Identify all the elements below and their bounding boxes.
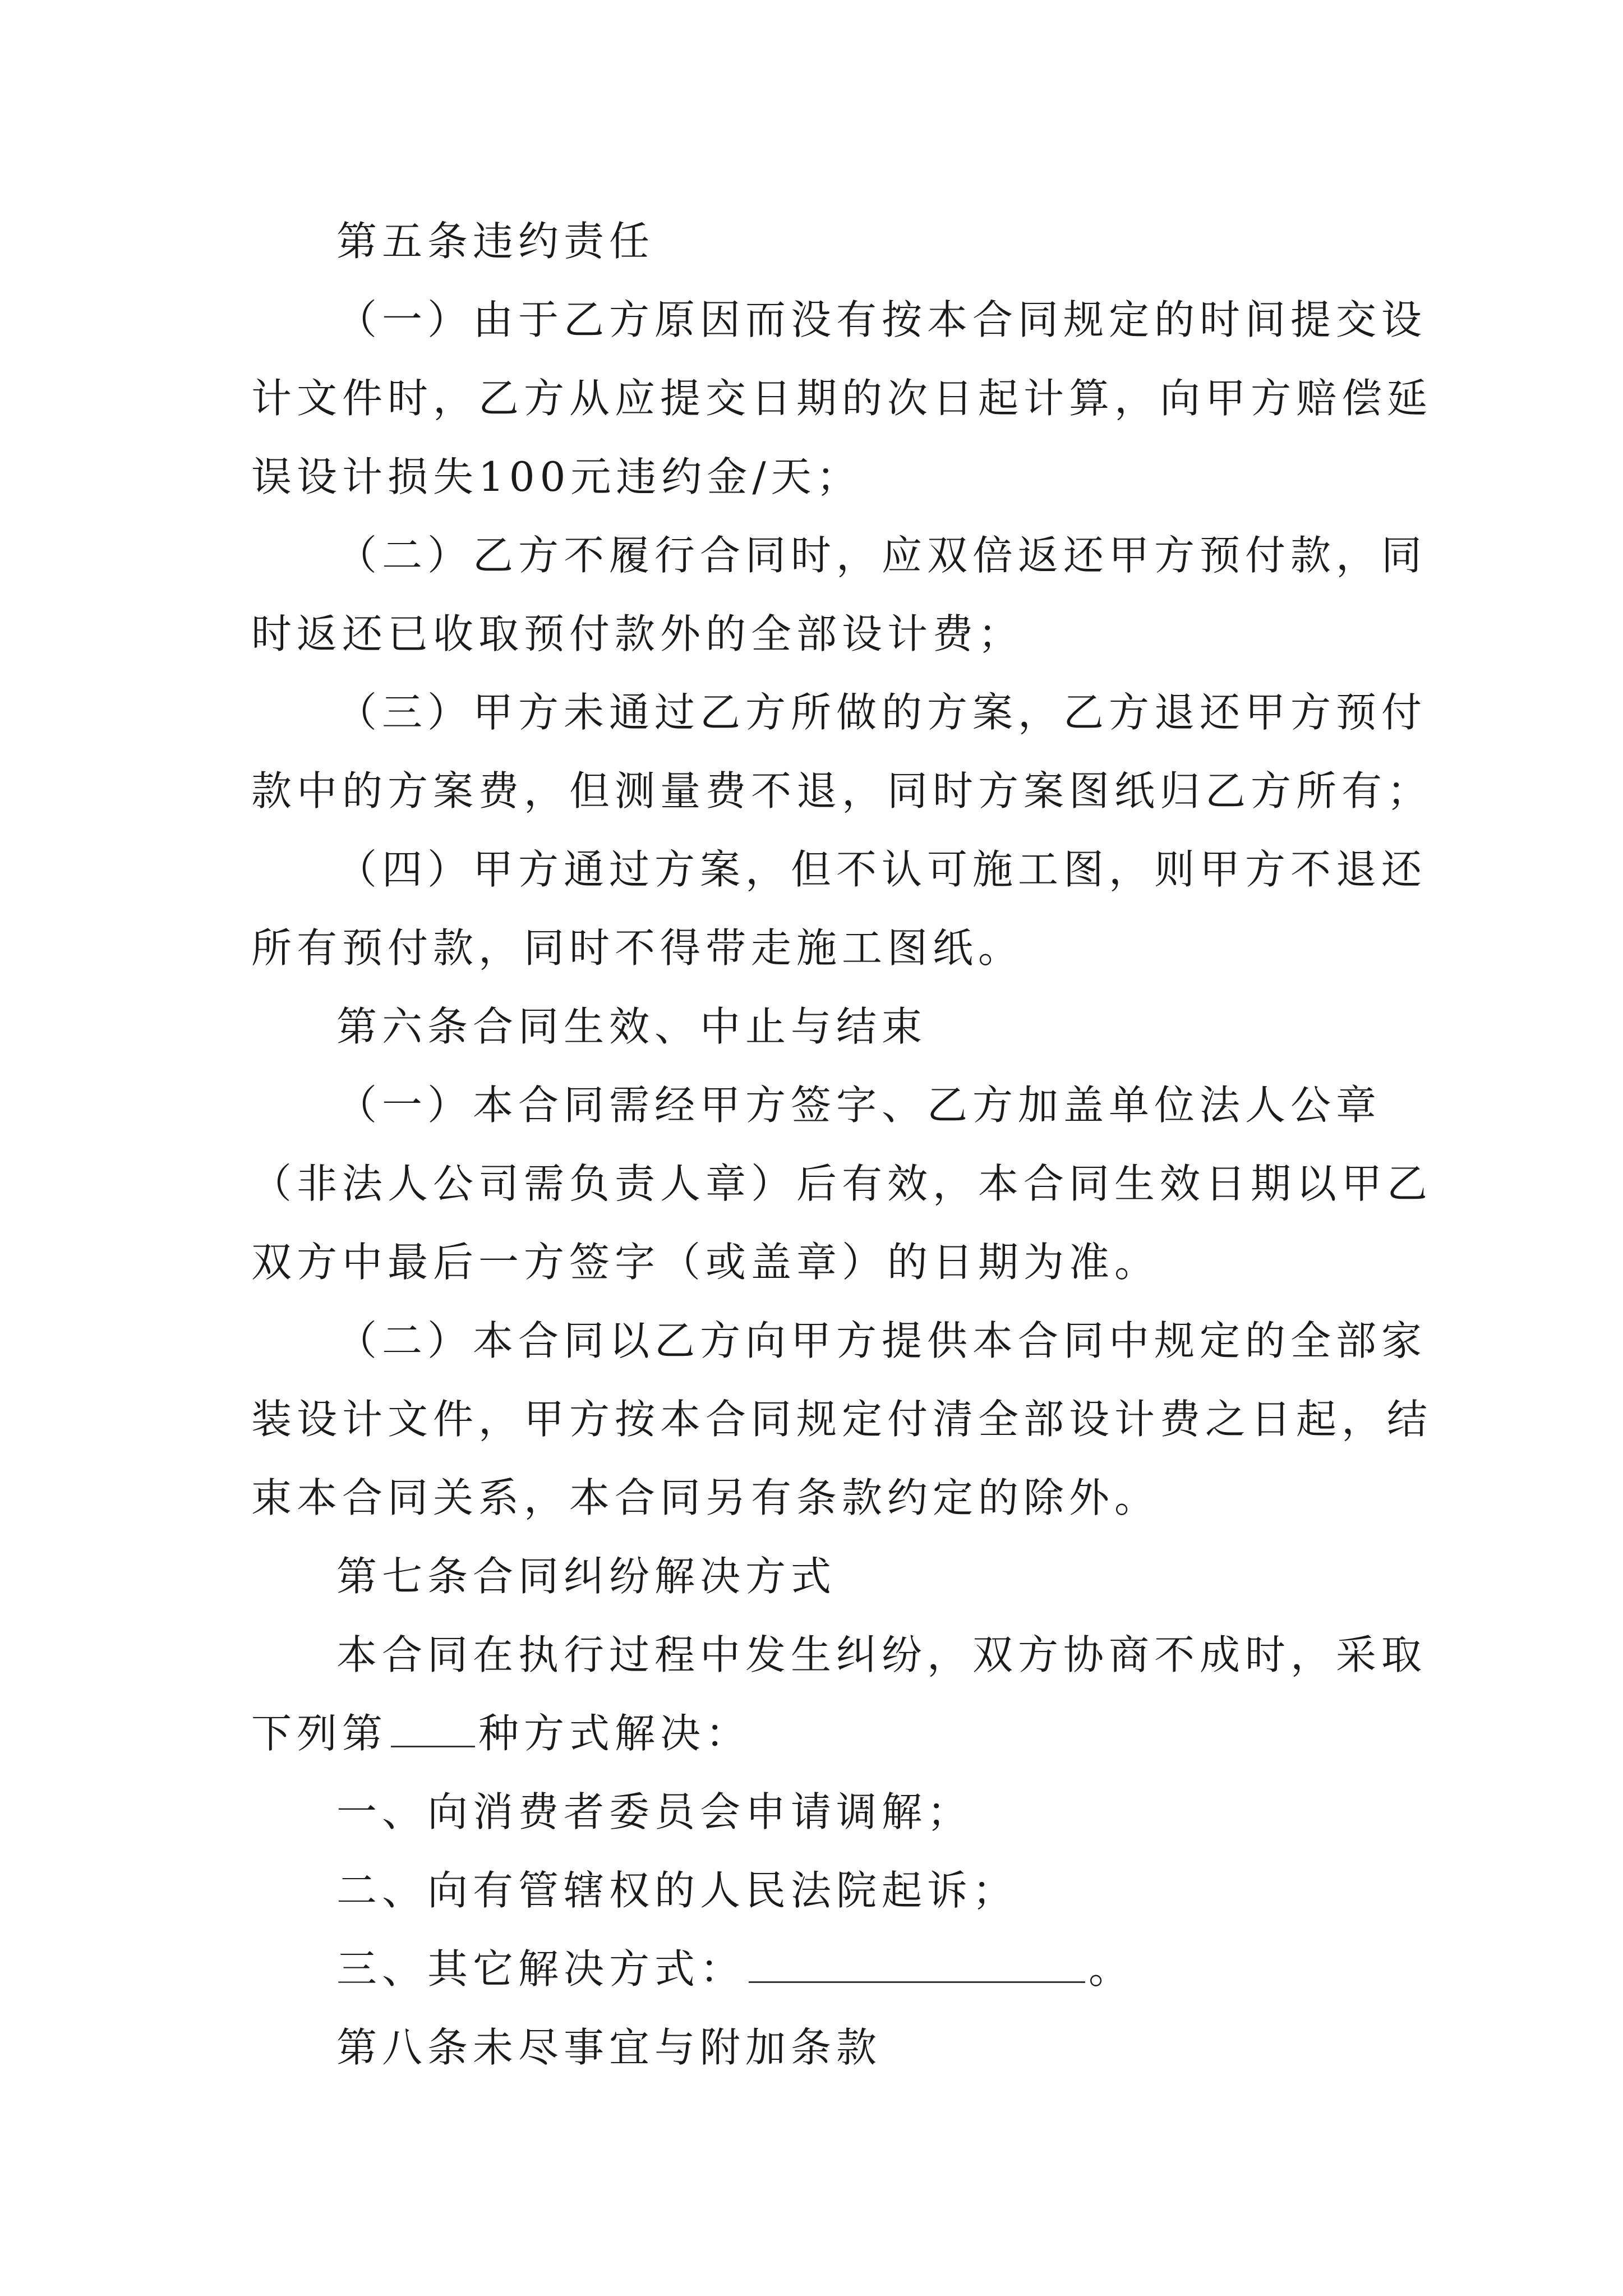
fill-in-blank[interactable] — [391, 1711, 475, 1747]
heading-article-8: 第八条未尽事宜与附加条款 — [336, 2024, 882, 2071]
paragraph-line: （二）本合同以乙方向甲方提供本合同中规定的全部家 — [336, 1317, 1427, 1364]
text-segment: 。 — [1089, 1945, 1135, 1993]
paragraph-line: 装设计文件，甲方按本合同规定付清全部设计费之日起，结 — [251, 1396, 1433, 1443]
paragraph-line: 束本合同关系，本合同另有条款约定的除外。 — [251, 1474, 1160, 1521]
paragraph-line: （一）由于乙方原因而没有按本合同规定的时间提交设 — [336, 296, 1427, 343]
option-item: 一、向消费者委员会申请调解； — [336, 1788, 973, 1835]
paragraph-line: （二）乙方不履行合同时，应双倍返还甲方预付款，同 — [336, 532, 1427, 579]
text-segment: 三、其它解决方式： — [336, 1945, 746, 1993]
paragraph-line: 误设计损失100元违约金/天； — [251, 453, 862, 500]
heading-article-7: 第七条合同纠纷解决方式 — [336, 1553, 837, 1600]
paragraph-line: （三）甲方未通过乙方所做的方案，乙方退还甲方预付 — [336, 689, 1427, 736]
heading-article-5: 第五条违约责任 — [336, 218, 655, 265]
paragraph-line: 所有预付款，同时不得带走施工图纸。 — [251, 924, 1024, 972]
paragraph-line: （一）本合同需经甲方签字、乙方加盖单位法人公章 — [336, 1082, 1382, 1129]
paragraph-line: （四）甲方通过方案，但不认可施工图，则甲方不退还 — [336, 846, 1427, 893]
paragraph-line-with-blank — [251, 1694, 1384, 1773]
paragraph-line: 时返还已收取预付款外的全部设计费； — [251, 610, 1024, 657]
option-item: 二、向有管辖权的人民法院起诉； — [336, 1867, 1018, 1914]
text-segment: 种方式解决： — [478, 1710, 751, 1757]
heading-article-6: 第六条合同生效、中止与结束 — [336, 1003, 928, 1050]
paragraph-line: 双方中最后一方签字（或盖章）的日期为准。 — [251, 1239, 1160, 1286]
option-item-with-blank — [336, 1930, 1384, 2008]
text-segment: 下列第 — [251, 1710, 388, 1757]
paragraph-line: 款中的方案费，但测量费不退，同时方案图纸归乙方所有； — [251, 767, 1433, 815]
paragraph-line: 本合同在执行过程中发生纠纷，双方协商不成时，采取 — [336, 1631, 1427, 1678]
paragraph-line: （非法人公司需负责人章）后有效，本合同生效日期以甲乙 — [251, 1160, 1433, 1207]
paragraph-line: 计文件时，乙方从应提交日期的次日起计算，向甲方赔偿延 — [251, 375, 1433, 422]
fill-in-blank[interactable] — [749, 1947, 1085, 1983]
